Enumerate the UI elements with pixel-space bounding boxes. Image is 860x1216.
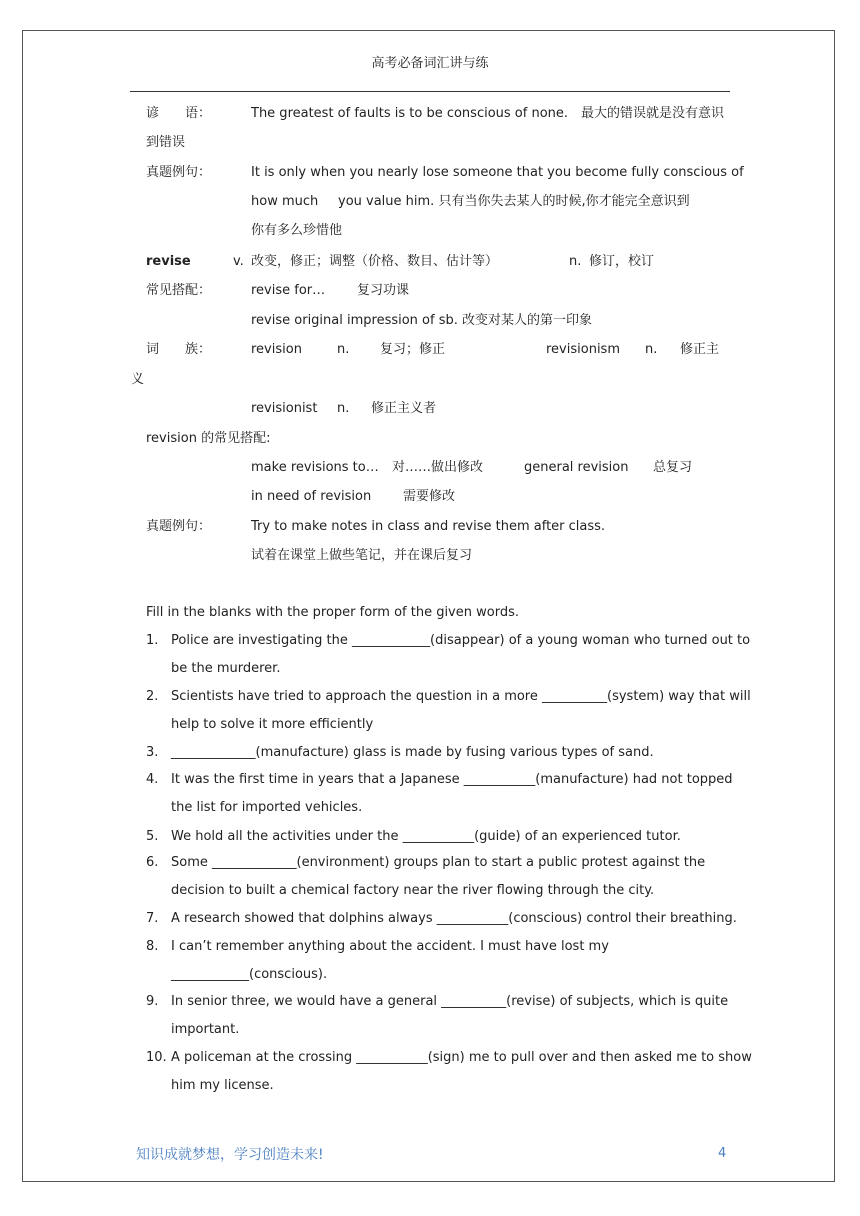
exercise-item-line1: Police are investigating the ____________(disappear) of a young woman who turned out to bbox=[171, 633, 751, 648]
exercise-item-line2: decision to built a chemical factory near the river flowing through the city. bbox=[171, 883, 655, 898]
example2-en: Try to make notes in class and revise them after class. bbox=[251, 519, 606, 534]
exercise-item-number: 4. bbox=[146, 772, 159, 787]
exercise-item-number: 1. bbox=[146, 633, 159, 648]
page-header-title: 高考必备词汇讲与练 bbox=[371, 56, 489, 71]
example1-line2a: how much bbox=[251, 194, 319, 209]
example1-line1: It is only when you nearly lose someone that you become fully conscious of bbox=[251, 165, 744, 180]
family3-pos: n. bbox=[337, 401, 350, 416]
exercise-item-line1: I can’t remember anything about the accident. I must have lost my bbox=[171, 939, 609, 954]
family2-zh: 修正主 bbox=[680, 342, 720, 357]
collocation1-zh: 复习功课 bbox=[357, 283, 410, 298]
headword-pos: v. bbox=[233, 254, 244, 269]
revision-collocation1-zh: 对……做出修改 bbox=[392, 460, 484, 475]
exercise-item-number: 9. bbox=[146, 994, 159, 1009]
family2-pos: n. bbox=[645, 342, 658, 357]
example2-label: 真题例句： bbox=[146, 519, 212, 534]
revision-collocation3-zh: 需要修改 bbox=[403, 489, 456, 504]
family-label: 词 族： bbox=[146, 342, 212, 357]
family2-word: revisionism bbox=[546, 342, 620, 357]
example1-label: 真题例句： bbox=[146, 165, 212, 180]
family3-word: revisionist bbox=[251, 401, 318, 416]
exercise-item-number: 5. bbox=[146, 829, 159, 844]
family2-zh-continued: 义 bbox=[131, 372, 145, 387]
exercise-item-line2: him my license. bbox=[171, 1078, 274, 1093]
exercise-item-number: 2. bbox=[146, 689, 159, 704]
family3-zh: 修正主义者 bbox=[371, 401, 437, 416]
exercise-item-line2: help to solve it more efficiently bbox=[171, 717, 374, 732]
exercise-item-line2: important. bbox=[171, 1022, 240, 1037]
collocation-label: 常见搭配： bbox=[146, 283, 212, 298]
exercise-item-number: 7. bbox=[146, 911, 159, 926]
exercise-item-number: 3. bbox=[146, 745, 159, 760]
exercise-item-line1: It was the first time in years that a Japanese ___________(manufacture) had not topped bbox=[171, 772, 733, 787]
proverb-label: 谚 语： bbox=[146, 106, 212, 121]
exercise-item-line1: We hold all the activities under the ___________(guide) of an experienced tutor. bbox=[171, 829, 681, 844]
revision-collocation1-en: make revisions to… bbox=[251, 460, 379, 475]
exercise-item-number: 8. bbox=[146, 939, 159, 954]
footer-slogan: 知识成就梦想，学习创造未来! bbox=[136, 1147, 324, 1163]
headword: revise bbox=[146, 254, 191, 269]
proverb-text: The greatest of faults is to be conscious of none. 最大的错误就是没有意识 bbox=[251, 106, 725, 121]
revision-collocation2-zh: 总复习 bbox=[653, 460, 693, 475]
example2-zh: 试着在课堂上做些笔记，并在课后复习 bbox=[251, 548, 473, 563]
family1-zh: 复习；修正 bbox=[380, 342, 446, 357]
proverb-text-continued: 到错误 bbox=[146, 135, 186, 150]
exercise-item-number: 10. bbox=[146, 1050, 167, 1065]
exercise-item-line1: Scientists have tried to approach the question in a more __________(system) way that will bbox=[171, 689, 751, 704]
revision-collocation-label: revision 的常见搭配: bbox=[146, 431, 271, 446]
headword-pos2: n. bbox=[569, 254, 582, 269]
example1-line3: 你有多么珍惜他 bbox=[251, 223, 343, 238]
exercise-item-line1: In senior three, we would have a general __________(revise) of subjects, which is quite bbox=[171, 994, 729, 1009]
family1-pos: n. bbox=[337, 342, 350, 357]
revision-collocation3-en: in need of revision bbox=[251, 489, 372, 504]
header-divider bbox=[130, 91, 730, 92]
collocation1-en: revise for… bbox=[251, 283, 326, 298]
exercise-item-line1: A research showed that dolphins always ___________(conscious) control their breathing. bbox=[171, 911, 737, 926]
exercise-item-line1: Some _____________(environment) groups plan to start a public protest against the bbox=[171, 855, 706, 870]
exercise-item-line2: be the murderer. bbox=[171, 661, 281, 676]
headword-definition: 改变，修正；调整（价格、数目、估计等） bbox=[251, 254, 499, 269]
exercise-item-number: 6. bbox=[146, 855, 159, 870]
exercise-instruction: Fill in the blanks with the proper form of the given words. bbox=[146, 605, 519, 620]
headword-definition2: 修订，校订 bbox=[589, 254, 655, 269]
revision-collocation2-en: general revision bbox=[524, 460, 629, 475]
page-number: 4 bbox=[718, 1146, 727, 1161]
exercise-item-line1: _____________(manufacture) glass is made by fusing various types of sand. bbox=[171, 745, 654, 760]
exercise-item-line1: A policeman at the crossing ___________(sign) me to pull over and then asked me to show bbox=[171, 1050, 752, 1065]
family1-word: revision bbox=[251, 342, 302, 357]
exercise-item-line2: the list for imported vehicles. bbox=[171, 800, 363, 815]
example1-line2b: you value him. 只有当你失去某人的时候,你才能完全意识到 bbox=[338, 194, 690, 209]
collocation2: revise original impression of sb. 改变对某人的第一印象 bbox=[251, 313, 593, 328]
exercise-item-line2: ____________(conscious). bbox=[171, 967, 328, 982]
